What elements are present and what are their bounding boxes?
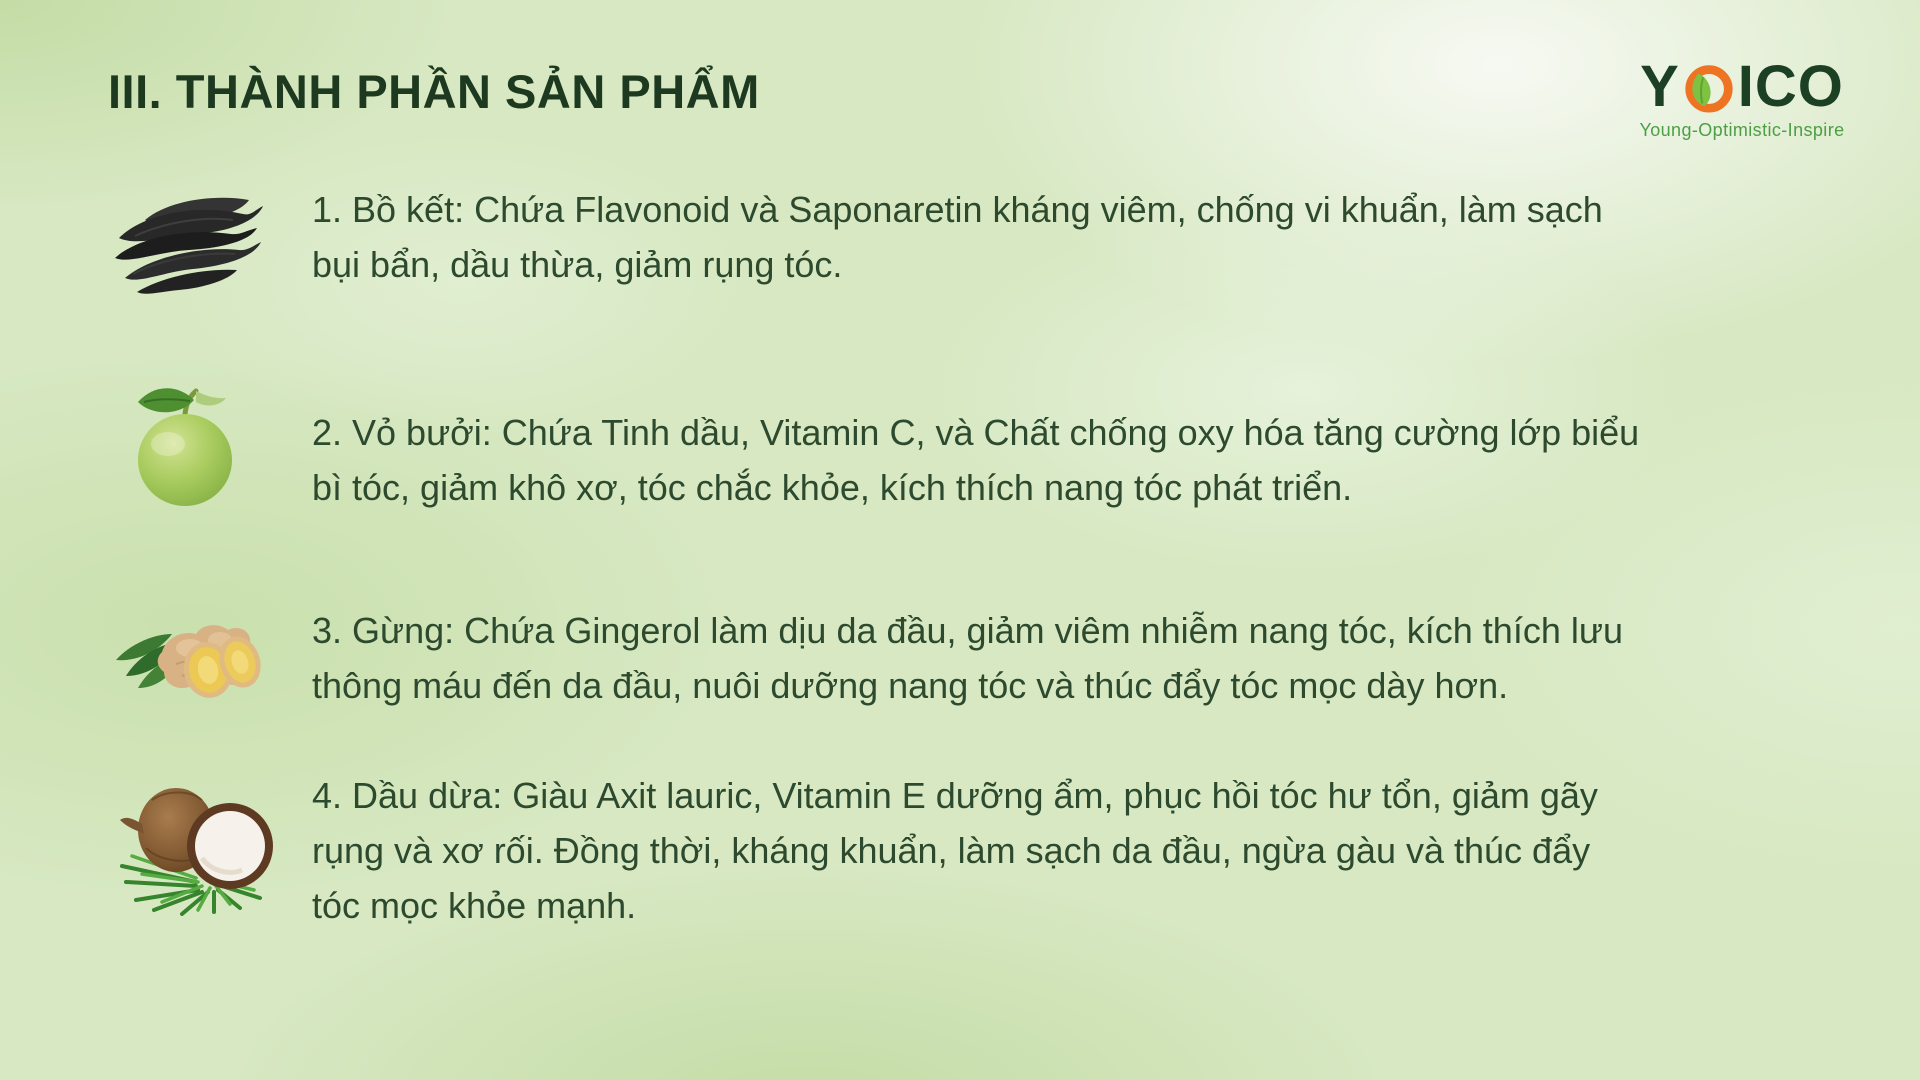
logo-letters-ico: ICO — [1737, 54, 1844, 119]
ingredient-text-line: thông máu đến da đầu, nuôi dưỡng nang tóc và thúc đẩy tóc mọc dày hơn. — [312, 665, 1509, 706]
logo-o-leaf-icon — [1682, 59, 1736, 115]
page-title: III. THÀNH PHẦN SẢN PHẨM — [108, 65, 760, 118]
ingredient-vo-buoi-text — [312, 405, 1639, 515]
ingredient-text-line: 4. Dầu dừa: Giàu Axit lauric, Vitamin E dưỡng ẩm, phục hồi tóc hư tổn, giảm gãy — [312, 775, 1598, 816]
ingredient-bo-ket-text — [312, 182, 1603, 292]
ginger-image — [112, 604, 266, 700]
ingredient-text-line: 2. Vỏ bưởi: Chứa Tinh dầu, Vitamin C, và Chất chống oxy hóa tăng cường lớp biểu — [312, 412, 1640, 453]
soap-pods-image — [105, 186, 267, 302]
ingredient-text-line: 1. Bồ kết: Chứa Flavonoid và Saponaretin kháng viêm, chống vi khuẩn, làm sạch — [312, 189, 1603, 230]
ingredient-text-line: bụi bẩn, dầu thừa, giảm rụng tóc. — [312, 244, 843, 285]
ingredient-text-line: 3. Gừng: Chứa Gingerol làm dịu da đầu, giảm viêm nhiễm nang tóc, kích thích lưu — [312, 610, 1623, 651]
logo-letter-y: Y — [1640, 54, 1680, 119]
coconut-image — [118, 778, 276, 916]
ingredient-gung-text — [312, 603, 1623, 713]
ingredient-text-line: rụng và xơ rối. Đồng thời, kháng khuẩn, làm sạch da đầu, ngừa gàu và thúc đẩy — [312, 830, 1591, 871]
yoico-logo — [1620, 54, 1864, 141]
logo-tagline: Young-Optimistic-Inspire — [1639, 120, 1845, 140]
logo-wordmark — [1620, 54, 1864, 119]
ingredient-dau-dua-text — [312, 768, 1598, 933]
ingredient-text-line: tóc mọc khỏe mạnh. — [312, 885, 637, 926]
pomelo-image — [128, 364, 242, 508]
ingredient-text-line: bì tóc, giảm khô xơ, tóc chắc khỏe, kích thích nang tóc phát triển. — [312, 467, 1353, 508]
